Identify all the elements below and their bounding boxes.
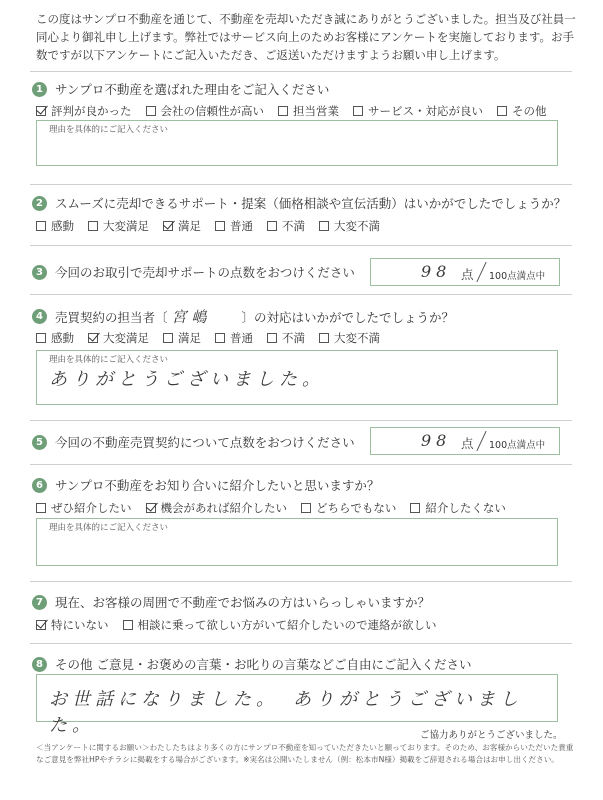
question-6 <box>32 476 379 494</box>
checkbox-checked[interactable] <box>36 620 46 630</box>
option-label: 大変不満 <box>334 331 380 345</box>
question-number: 1 <box>32 82 47 97</box>
separator <box>30 420 572 421</box>
option-label: サービス・対応が良い <box>368 104 483 118</box>
question-5 <box>32 433 355 451</box>
option-label: 大変満足 <box>103 219 149 233</box>
checkbox[interactable] <box>36 503 46 513</box>
separator <box>30 245 572 246</box>
slash-divider <box>476 262 486 282</box>
q3-score: 98 <box>421 262 452 281</box>
option-label: 評判が良かった <box>51 104 132 118</box>
question-3 <box>32 263 355 281</box>
checkbox[interactable] <box>123 620 133 630</box>
option[interactable] <box>215 218 253 234</box>
score-unit: 点 <box>461 436 474 451</box>
question-number: 8 <box>32 657 47 672</box>
q7-options <box>36 617 451 633</box>
checkbox[interactable] <box>497 106 507 116</box>
separator <box>30 464 572 465</box>
q5-score-box[interactable] <box>370 427 560 455</box>
separator <box>30 581 572 582</box>
question-text: サンプロ不動産をお知り合いに紹介したいと思いますか？ <box>55 478 380 493</box>
checkbox-checked[interactable] <box>88 333 98 343</box>
option-label: 機会があれば紹介したい <box>160 501 287 515</box>
checkbox[interactable] <box>267 333 277 343</box>
option-label: 大変満足 <box>103 331 149 345</box>
question-text: スムーズに売却できるサポート・提案（価格相談や宣伝活動）はいかがでしたでしょうか？ <box>55 196 567 211</box>
question-2 <box>32 194 566 212</box>
checkbox[interactable] <box>215 333 225 343</box>
q6-options <box>36 500 520 516</box>
q6-reason-box[interactable] <box>36 518 558 566</box>
option-label: 紹介したくない <box>425 501 506 515</box>
checkbox[interactable] <box>353 106 363 116</box>
option[interactable] <box>410 500 506 516</box>
q2-options <box>36 218 394 234</box>
checkbox[interactable] <box>267 221 277 231</box>
option[interactable] <box>319 218 380 234</box>
option[interactable] <box>36 218 74 234</box>
question-number: 5 <box>32 435 47 450</box>
question-text: その他 ご意見・お褒めの言葉・お叱りの言葉などご自由にご記入ください <box>55 657 472 672</box>
option[interactable] <box>353 103 483 119</box>
option[interactable] <box>319 330 380 346</box>
option-label: 担当営業 <box>293 104 339 118</box>
question-text: 今回のお取引で売却サポートの点数をおつけください <box>55 265 355 280</box>
separator <box>30 71 572 72</box>
option[interactable] <box>267 330 305 346</box>
option-label: 特にいない <box>51 618 109 632</box>
checkbox[interactable] <box>301 503 311 513</box>
option[interactable] <box>163 330 201 346</box>
checkbox[interactable] <box>319 333 329 343</box>
separator <box>30 643 572 644</box>
option[interactable] <box>215 330 253 346</box>
option[interactable] <box>123 617 437 633</box>
option[interactable] <box>267 218 305 234</box>
option[interactable] <box>88 330 149 346</box>
option[interactable] <box>146 500 288 516</box>
option[interactable] <box>36 103 132 119</box>
checkbox[interactable] <box>215 221 225 231</box>
option-label: 会社の信頼性が高い <box>160 104 264 118</box>
option-label: 感動 <box>51 331 74 345</box>
notice-text: ＜当アンケートに関するお願い＞わたしたちはより多くの方にサンプロ不動産を知っていただきたいと願っております。そのため、お客様からいただいた貴重なご意見を弊社HPやチラシに掲載をする場合がございます。※実名は公開いたしません（例：松本市N様）掲載をご辞退される場合はお申し出ください。 <box>36 743 574 764</box>
option-label: 相談に乗って欲しい方がいて紹介したいので連絡が欲しい <box>137 618 437 632</box>
question-4 <box>32 306 454 327</box>
checkbox-checked[interactable] <box>163 221 173 231</box>
option[interactable] <box>36 330 74 346</box>
option-label: 普通 <box>230 331 253 345</box>
question-text-before: 売買契約の担当者〔 <box>55 309 168 325</box>
question-1 <box>32 80 329 98</box>
option-label: ぜひ紹介したい <box>51 501 132 515</box>
question-number: 2 <box>32 196 47 211</box>
q8-answer-text: お世話になりました。 ありがとうございました。 <box>49 689 523 736</box>
option[interactable] <box>497 103 547 119</box>
q4-reason-text: ありがとうございました。 <box>49 369 325 390</box>
question-text-after: 〕の対応はいかがでしたでしょうか？ <box>241 309 455 325</box>
question-number: 4 <box>32 309 47 324</box>
option[interactable] <box>88 218 149 234</box>
option-label: 感動 <box>51 219 74 233</box>
option[interactable] <box>36 617 109 633</box>
checkbox[interactable] <box>278 106 288 116</box>
q3-score-box[interactable] <box>370 258 560 286</box>
option[interactable] <box>278 103 339 119</box>
slash-divider <box>476 431 486 451</box>
question-8 <box>32 655 471 673</box>
q4-reason-box[interactable] <box>36 350 558 405</box>
box-label: 理由を具体的にご記入ください <box>49 355 169 365</box>
checkbox[interactable] <box>88 221 98 231</box>
option-label: 大変不満 <box>334 219 380 233</box>
option-label: 普通 <box>230 219 253 233</box>
checkbox-checked[interactable] <box>146 503 156 513</box>
score-note: 100点満点中 <box>489 440 546 451</box>
intro-text: この度はサンプロ不動産を通じて、不動産を売却いただき誠にありがとうございました。担当及び社員一同心より御礼申し上げます。弊社ではサービス向上のためお客様にアンケートを実施しております。お手数ですが以下アンケートにご記入いただき、ご返送いただけますようお願い申し上げます。 <box>36 12 576 62</box>
option-label: 満足 <box>178 331 201 345</box>
separator <box>30 184 572 185</box>
option[interactable] <box>163 218 201 234</box>
checkbox[interactable] <box>410 503 420 513</box>
checkbox[interactable] <box>36 221 46 231</box>
checkbox-checked[interactable] <box>36 106 46 116</box>
q1-reason-box[interactable] <box>36 120 558 166</box>
question-number: 3 <box>32 265 47 280</box>
option-label: 満足 <box>178 219 201 233</box>
q5-score: 98 <box>421 431 452 450</box>
checkbox[interactable] <box>146 106 156 116</box>
thanks-text: ご協力ありがとうございました。 <box>420 730 563 741</box>
separator <box>30 294 572 295</box>
option[interactable] <box>301 500 396 516</box>
score-note: 100点満点中 <box>489 271 546 282</box>
question-number: 6 <box>32 478 47 493</box>
question-number: 7 <box>32 595 47 610</box>
score-unit: 点 <box>461 267 474 282</box>
option-label: 不満 <box>282 331 305 345</box>
option-label: その他 <box>512 104 547 118</box>
question-7 <box>32 593 430 611</box>
box-label: 理由を具体的にご記入ください <box>49 125 169 135</box>
question-text: サンプロ不動産を選ばれた理由をご記入ください <box>55 82 330 97</box>
option-label: どちらでもない <box>316 501 397 515</box>
question-text: 今回の不動産売買契約について点数をおつけください <box>55 435 355 450</box>
option[interactable] <box>146 103 265 119</box>
checkbox[interactable] <box>319 221 329 231</box>
checkbox[interactable] <box>163 333 173 343</box>
question-text: 現在、お客様の周囲で不動産でお悩みの方はいらっしゃいますか？ <box>55 595 431 610</box>
option-label: 不満 <box>282 219 305 233</box>
staff-name: 宮嶋 <box>171 308 212 326</box>
box-label: 理由を具体的にご記入ください <box>49 523 169 533</box>
option[interactable] <box>36 500 132 516</box>
q4-options <box>36 330 394 346</box>
checkbox[interactable] <box>36 333 46 343</box>
q1-options <box>36 103 561 119</box>
